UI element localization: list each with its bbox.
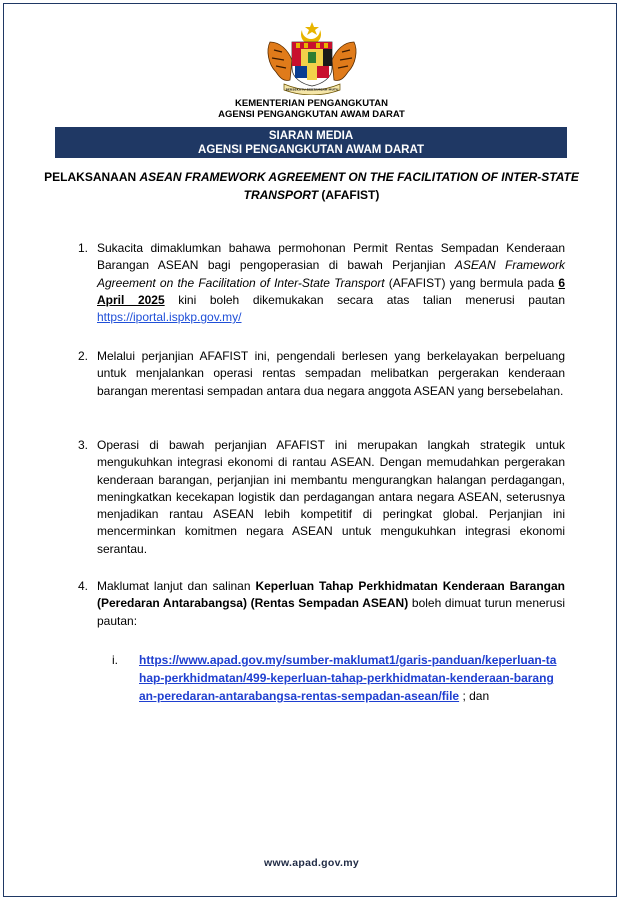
- p1-text-3: kini boleh dikemukakan secara atas talian menerusi pautan: [164, 292, 565, 307]
- sub-item-suffix: ; dan: [459, 689, 490, 703]
- footer-website[interactable]: www.apad.gov.my: [264, 857, 359, 869]
- agency-name: AGENSI PENGANGKUTAN AWAM DARAT: [218, 109, 405, 120]
- paragraph-2-number: 2.: [78, 349, 89, 363]
- paragraph-3-number: 3.: [78, 438, 89, 452]
- apad-document-link[interactable]: https://www.apad.gov.my/sumber-maklumat1/garis-panduan/keperluan-tahap-perkhidmatan/499-keperluan-tahap-perkhidmatan-kenderaan-barangan-peredaran-antarabangsa-rentas-sempadan-asean/file: [139, 653, 557, 703]
- paragraph-3: Operasi di bawah perjanjian AFAFIST ini merupakan langkah strategik untuk mengukuhkan integrasi ekonomi di rantau ASEAN. Dengan memudahkan pergerakan kenderaan barangan, perjanjian ini membantu mengurangkan halangan perdagangan, meningkatkan kecekapan logistik dan perdagangan antara negara ASEAN, seterusnya menjadikan rantau ASEAN lebih kompetitif di peringkat global. Perjanjian ini mencerminkan komitmen negara ASEAN untuk mengukuhkan integrasi ekonomi serantau.: [97, 438, 565, 556]
- paragraph-1-number: 1.: [78, 241, 89, 255]
- paragraph-2: Melalui perjanjian AFAFIST ini, pengendali berlesen yang berkelayakan berpeluang untuk menjalankan operasi rentas sempadan melibatkan pergerakan kenderaan barangan merentasi sempadan antara dua negara anggota ASEAN yang bersebelahan.: [97, 349, 565, 398]
- media-release-banner: [55, 127, 567, 158]
- document-title: [40, 168, 583, 204]
- p1-text-1: Sukacita dimaklumkan bahawa permohonan Permit Rentas Sempadan Kenderaan Barangan ASEAN bagi pengoperasian di bawah Perjanjian: [97, 241, 565, 273]
- title-italic: ASEAN FRAMEWORK AGREEMENT ON THE FACILITATION OF INTER-STATE TRANSPORT: [139, 170, 579, 202]
- title-part-2: (AFAFIST): [318, 188, 380, 202]
- sub-item: [139, 651, 559, 705]
- crest-motto: BERSEKUTU BERTAMBAH MUTU: [285, 87, 339, 92]
- title-part-1: PELAKSANAAN: [44, 170, 140, 184]
- sub-item-marker: i.: [112, 653, 118, 667]
- iportal-link[interactable]: https://iportal.ispkp.gov.my/: [97, 310, 242, 325]
- paragraph-4-number: 4.: [78, 579, 89, 593]
- p4-text-2: boleh dimuat turun menerusi pautan:: [97, 596, 565, 628]
- p1-text-2: (AFAFIST) yang bermula pada: [384, 275, 559, 290]
- p1-agreement-italic: ASEAN Framework Agreement on the Facilitation of Inter-State Transport: [97, 258, 565, 290]
- p4-document-title: Keperluan Tahap Perkhidmatan Kenderaan Barangan (Peredaran Antarabangsa) (Rentas Sempadan ASEAN): [97, 579, 565, 611]
- paragraph-1: [97, 240, 565, 326]
- banner-line-2: AGENSI PENGANGKUTAN AWAM DARAT: [198, 144, 424, 156]
- p4-text-1: Maklumat lanjut dan salinan: [97, 579, 256, 593]
- banner-line-1: SIARAN MEDIA: [268, 130, 354, 142]
- paragraph-4: [97, 578, 565, 630]
- coat-of-arms-logo: [262, 20, 362, 95]
- ministry-name: KEMENTERIAN PENGANGKUTAN: [235, 98, 388, 109]
- p1-date: 6 April 2025: [97, 275, 566, 307]
